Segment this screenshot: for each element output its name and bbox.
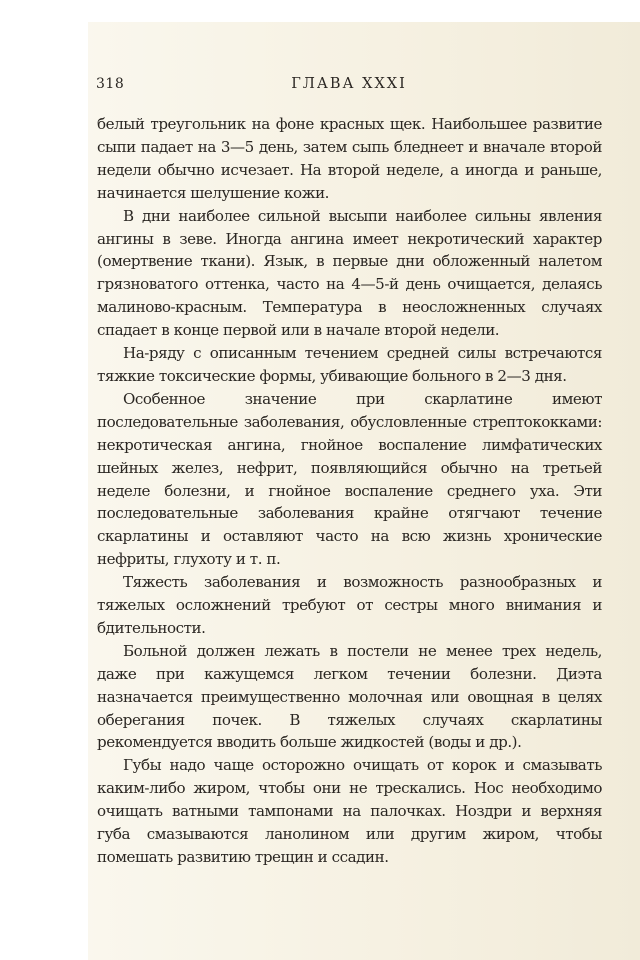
chapter-title: ГЛАВА XXXI [291,76,407,92]
body-text [97,113,602,869]
running-header [96,76,602,98]
page-number: 318 [96,76,125,92]
paragraph: На-ряду с описанным течением средней силы встречаются тяжкие токсические формы, убивающие больного в 2—3 дня. [97,344,602,385]
paragraph: В дни наиболее сильной высыпи наиболее сильны явления ангины в зеве. Иногда ангина имеет некротический характер (омертвение ткани). Язык, в первые дни обложенный налетом грязноватого оттенка, часто на 4—5-й день очищается, делаясь малиново-красным. Температура в неосложненных случаях спадает в конце первой или в начале второй недели. [97,206,602,340]
paragraph: Губы надо чаще осторожно очищать от корок и смазывать каким-либо жиром, чтобы они не трескались. Нос необходимо очищать ватными тампонами на палочках. Ноздри и верхняя губа смазываются ланолином или другим жиром, чтобы помешать развитию трещин и ссадин. [97,756,602,866]
paragraph: Особенное значение при скарлатине имеют последовательные заболевания, обусловленные стрептококками: некротическая ангина, гнойное воспаление лимфатических шейных желез, нефрит, появляющийся обычно на третьей неделе болезни, и гнойное воспаление среднего уха. Эти последовательные заболевания крайне отягчают течение скарлатины и оставляют часто на всю жизнь хронические нефриты, глухоту и т. п. [97,389,602,569]
paragraph-continuation: белый треугольник на фоне красных щек. Наибольшее развитие сыпи падает на 3—5 день, затем сыпь бледнеет и вначале второй недели обычно исчезает. На второй неделе, а иногда и раньше, начинается шелушение кожи. [97,115,602,202]
scan-top-margin [0,0,640,22]
scan-margin [0,0,88,960]
paragraph: Больной должен лежать в постели не менее трех недель, даже при кажущемся легком течении болезни. Диэта назначается преимущественно молочная или овощная в целях оберегания почек. В тяжелых случаях скарлатины рекомендуется вводить больше жидкостей (воды и др.). [97,641,602,752]
paragraph: Тяжесть заболевания и возможность разнообразных и тяжелых осложнений требуют от сестры много внимания и бдительности. [97,573,602,637]
